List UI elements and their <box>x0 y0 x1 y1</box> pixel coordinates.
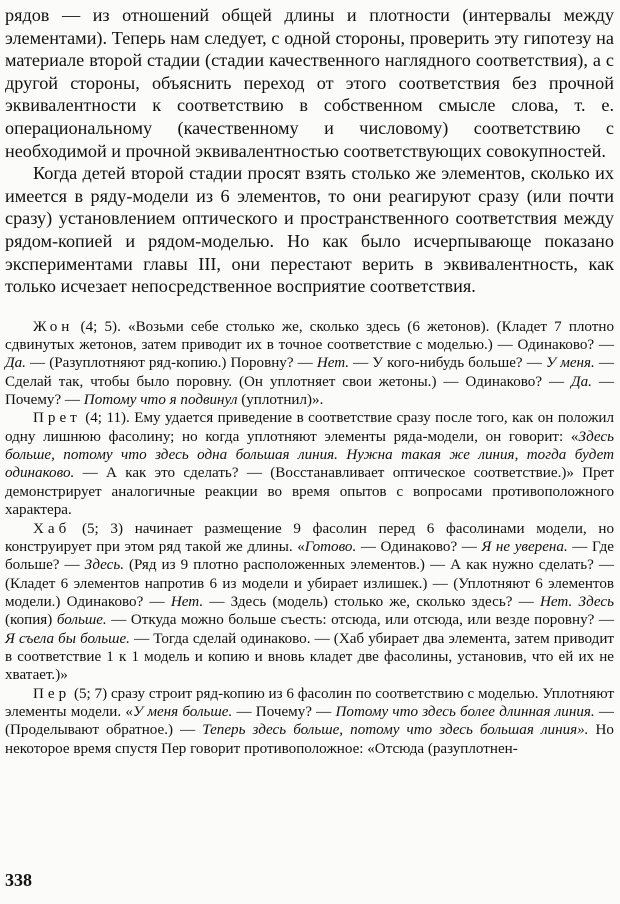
protocol-text: (5; 3) начинает размещение 9 фасолин перед 6 фасолинами модели, но конструирует при этом ряд такой же длины. « <box>5 520 614 555</box>
protocol-paragraph <box>5 409 614 519</box>
page-number: 338 <box>5 870 32 890</box>
quoted-reply: Здесь. <box>84 557 124 574</box>
protocol-text: — Почему? — <box>5 373 614 409</box>
protocol-text: — (Проделывают обратное.) — <box>5 703 615 739</box>
quoted-reply: Нет. <box>316 355 350 372</box>
child-name: Жон <box>33 318 74 335</box>
quoted-reply: Нет. Здесь <box>539 593 615 610</box>
paragraph-1: рядов — из отношений общей длины и плотности (интервалы между элементами). Теперь нам следует, с одной стороны, проверить эту гипотезу на материале второй стадии (стадии качественного наглядного соответствия), а с другой стороны, объяснить переход от этого соответствия без прочной эквивалентности к соответствию в собственном смысле слова, т. е. операциональному (качественному и числовому) соответствию с необходимой и прочной эквивалентностью соответствующих совокупностей. <box>5 5 614 161</box>
protocol-paragraph <box>5 520 614 685</box>
quoted-reply: У меня больше. <box>132 703 233 720</box>
protocol-text: — Здесь (модель) столько же, сколько здесь? — <box>203 593 540 610</box>
protocol-text: (5; 7) сразу строит ряд-копию из 6 фасолин по соответствию с моделью. Уплотняют элементы модели. « <box>5 685 614 720</box>
protocol-text: — А как это сделать? — (Восстанавливает оптическое соответствие.)» Прет демонстрирует аналогичные реакции во время опытов с вопросами противоположного характера. <box>5 465 614 519</box>
protocol-text: (копия) <box>5 612 57 629</box>
protocol-text: (4; 11). Ему удается приведение в соответствие сразу после того, как он положил одну лишнюю фасолину; но когда уплотняют элементы ряда-модели, он говорит: « <box>5 410 614 445</box>
quoted-reply: Теперь здесь больше, потому что здесь большая линия». <box>202 722 589 739</box>
protocol-excerpts <box>5 318 614 758</box>
child-name: Пер <box>33 685 71 702</box>
protocol-text: — Откуда можно больше съесть: отсюда, или отсюда, или везде поровну? — <box>106 612 614 629</box>
quoted-reply: Здесь больше, потому что здесь одна большая линия. Нужна такая же линия, тогда будет одинаково. <box>5 428 614 482</box>
protocol-text: (уплотнил)». <box>237 392 324 409</box>
child-name: Прет <box>33 410 81 427</box>
child-name: Хаб <box>33 520 71 537</box>
main-text <box>5 4 614 298</box>
quoted-reply: больше. <box>56 612 107 629</box>
quoted-reply: Я не уверена. <box>481 538 568 555</box>
quoted-reply: Готово. <box>304 538 357 555</box>
protocol-text: — (Разуплотняют ряд-копию.) Поровну? — <box>25 355 317 372</box>
quoted-reply: Потому что здесь более длинная линия. <box>335 703 595 720</box>
quoted-reply: Да. <box>571 373 592 390</box>
protocol-text: — Где больше? — <box>5 538 614 574</box>
protocol-paragraph <box>5 318 614 410</box>
protocol-text: — Одинаково? — <box>356 538 482 555</box>
protocol-text: — Сделай так, чтобы было поровну. (Он уплотняет свои жетоны.) — Одинаково? — <box>5 355 615 390</box>
paragraph-2: Когда детей второй стадии просят взять столько же элементов, сколько их имеется в ряду-модели из 6 элементов, то они реагируют сразу (или почти сразу) установлением оптического и пространственного соответствия между рядом-копией и рядом-моделью. Но как было исчерпывающе показано экспериментами главы III, они перестают верить в эквивалентность, как только исчезает непосредственное восприятие соответствия. <box>5 163 614 297</box>
protocol-text: Но некоторое время спустя Пер говорит противоположное: «Отсюда (разуплотнен- <box>5 722 614 757</box>
protocol-text: — Почему? — <box>232 703 336 720</box>
quoted-reply: Нет. <box>170 593 204 610</box>
protocol-paragraph <box>5 685 614 758</box>
quoted-reply: Да. <box>5 355 26 372</box>
protocol-text: — Тогда сделай одинаково. — (Хаб убирает два элемента, затем приводит в соответствие 1 к 1 модель и копию и вновь кладет две фасолины, установив, что ей их не хватает.)» <box>5 630 614 684</box>
quoted-reply: У меня. <box>545 355 595 372</box>
quoted-reply: Потому что я подвинул <box>83 392 238 409</box>
protocol-text: (4; 5). «Возьми себе столько же, сколько здесь (6 жетонов). (Кладет 7 плотно сдвинутых жетонов, затем приводит их в точное соответствие с моделью.) — Одинаково? — <box>5 318 614 354</box>
protocol-text: — У кого-нибудь больше? — <box>349 355 546 372</box>
protocol-text: (Ряд из 9 плотно расположенных элементов.) — А как нужно сделать? — (Кладет 6 элементов напротив 6 из модели и убирает излишек.) — (Уплотняют 6 элементов модели.) Одинаково? — <box>5 557 614 610</box>
quoted-reply: Я съела бы больше. <box>5 630 130 647</box>
